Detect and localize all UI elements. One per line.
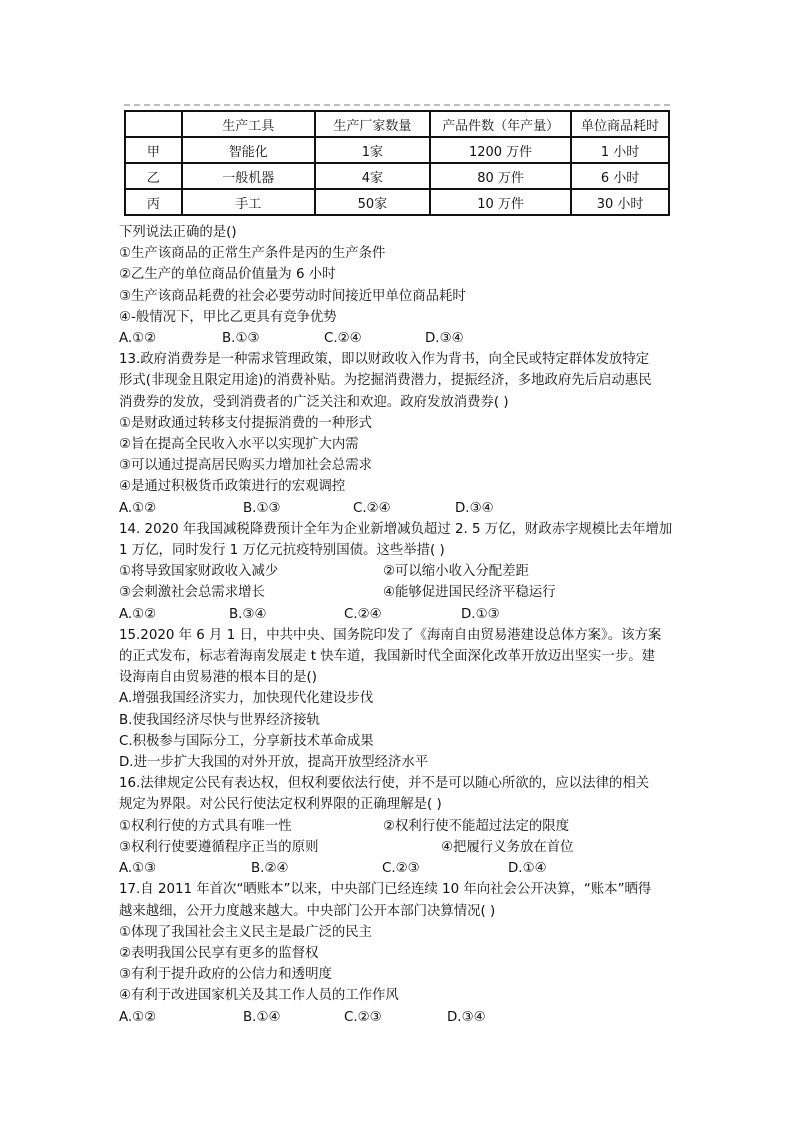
answer-option: B.①④ [243, 1009, 281, 1025]
choice-item: ②乙生产的单位商品价值量为 6 小时 [119, 267, 336, 283]
answer-option: C.②③ [382, 861, 420, 877]
table-header-cell: 产品件数（年产量） [430, 111, 571, 137]
table-cell: 50家 [315, 189, 430, 215]
choice-item: ④把履行义务放在首位 [441, 839, 574, 855]
question-stem-line: 14. 2020 年我国减税降费预计全年为企业新增减负超过 2. 5 万亿，财政赤字规模比去年增加 [119, 521, 673, 537]
answer-option: B.③④ [229, 606, 267, 622]
choice-item: ①体现了我国社会主义民主是最广泛的民主 [119, 924, 373, 940]
answer-option: A.①② [119, 500, 157, 516]
question-12 [119, 222, 679, 349]
table-header-row [125, 111, 669, 137]
question-stem-line: 形式(非现金且限定用途)的消费补贴。为挖掘消费潜力，提振经济，多地政府先后启动惠民 [119, 373, 652, 389]
answer-options [119, 604, 679, 625]
answer-option: C.②④ [344, 606, 382, 622]
question-stem-line: 13.政府消费券是一种需求管理政策，即以财政收入作为背书，向全民或特定群体发放特定 [119, 352, 650, 368]
table-cell: 1 小时 [571, 137, 669, 163]
question-stem-line: 16.法律规定公民有表达权，但权利要依法行使，并不是可以随心所欲的，应以法律的相关 [119, 776, 650, 792]
answer-option: D.③④ [425, 331, 464, 347]
question-16 [119, 773, 679, 879]
table-header-cell [125, 111, 182, 137]
choice-item: ③权利行使要遵循程序正当的原则 [119, 839, 319, 855]
table-cell: 一般机器 [182, 163, 315, 189]
question-stem-line: 的正式发布，标志着海南发展走 t 快车道，我国新时代全面深化改革开放迈出坚实一步。建 [119, 649, 655, 665]
question-stem-line: 规定为界限。对公民行使法定权利界限的正确理解是( ) [119, 797, 442, 813]
question-stem-line: 消费券的发放，受到消费者的广泛关注和欢迎。政府发放消费券( ) [119, 394, 509, 410]
answer-option: A.①② [119, 606, 157, 622]
choice-item: ①将导致国家财政收入减少 [119, 564, 279, 580]
choice-item: ②表明我国公民享有更多的监督权 [119, 945, 319, 961]
table-cell: 1200 万件 [430, 137, 571, 163]
answer-option: C.②③ [344, 1009, 382, 1025]
question-stem-line: 17.自 2011 年首次“晒账本”以来，中央部门已经连续 10 年向社会公开决算，“账本”晒得 [119, 882, 652, 898]
question-14 [119, 519, 679, 625]
answer-option: B.使我国经济尽快与世界经济接轨 [119, 712, 320, 728]
choice-item: ②旨在提高全民收入水平以实现扩大内需 [119, 437, 359, 453]
choice-item: ①权利行使的方式具有唯一性 [119, 818, 292, 834]
question-stem-line: 越来越细，公开力度越来越大。中央部门公开本部门决算情况( ) [119, 903, 496, 919]
table-cell: 80 万件 [430, 163, 571, 189]
choice-item-pair [119, 816, 679, 837]
answer-options [119, 498, 679, 519]
answer-option: D.③④ [447, 1009, 486, 1025]
choice-item: ④有利于改进国家机关及其工作人员的工作作风 [119, 988, 399, 1004]
question-stem-line: 1 万亿，同时发行 1 万亿元抗疫特别国债。这些举措( ) [119, 543, 445, 559]
choice-item: ①是财政通过转移支付提振消费的一种形式 [119, 415, 373, 431]
choice-item: ②可以缩小收入分配差距 [383, 564, 529, 580]
choice-item: ③可以通过提高居民购买力增加社会总需求 [119, 458, 373, 474]
question-stem: 下列说法正确的是() [119, 225, 237, 240]
table-row [125, 189, 669, 215]
choice-item: ②权利行使不能超过法定的限度 [383, 818, 570, 834]
answer-options [119, 1007, 679, 1028]
answer-options [119, 858, 679, 879]
answer-option: C.②④ [353, 500, 391, 516]
answer-option: A.①③ [119, 861, 157, 877]
answer-option: D.③④ [455, 500, 494, 516]
table-cell: 6 小时 [571, 163, 669, 189]
table-cell: 丙 [125, 189, 182, 215]
answer-option: A.①② [119, 1009, 157, 1025]
table-cell: 甲 [125, 137, 182, 163]
choice-item: ③有利于提升政府的公信力和透明度 [119, 967, 332, 983]
table-cell: 10 万件 [430, 189, 571, 215]
table-cell: 30 小时 [571, 189, 669, 215]
cropped-caption-remnant [124, 104, 670, 110]
question-stem-line: 15.2020 年 6 月 1 日，中共中央、国务院印发了《海南自由贸易港建设总体方案》。该方案 [119, 627, 662, 643]
choice-item: ④能够促进国民经济平稳运行 [383, 585, 556, 601]
choice-item-pair [119, 837, 679, 858]
answer-option: D.进一步扩大我国的对外开放，提高开放型经济水平 [119, 755, 429, 771]
answer-option: B.②④ [251, 861, 289, 877]
choice-item: ③生产该商品耗费的社会必要劳动时间接近甲单位商品耗时 [119, 288, 466, 304]
table-header-cell: 单位商品耗时 [571, 111, 669, 137]
table-header-cell: 生产工具 [182, 111, 315, 137]
question-13 [119, 349, 679, 519]
production-table [124, 110, 670, 216]
answer-option: C.积极参与国际分工，分享新技术革命成果 [119, 733, 374, 749]
table-cell: 乙 [125, 163, 182, 189]
table-row [125, 163, 669, 189]
question-15 [119, 625, 679, 773]
questions-body [119, 222, 679, 1028]
choice-item: ①生产该商品的正常生产条件是丙的生产条件 [119, 246, 386, 262]
answer-option: D.①④ [508, 861, 547, 877]
answer-option: C.②④ [324, 331, 362, 347]
table-cell: 4家 [315, 163, 430, 189]
table-cell: 手工 [182, 189, 315, 215]
table-header-cell: 生产厂家数量 [315, 111, 430, 137]
answer-option: A.增强我国经济实力，加快现代化建设步伐 [119, 691, 374, 707]
answer-option: D.①③ [461, 606, 500, 622]
choice-item: ③会刺激社会总需求增长 [119, 585, 265, 601]
choice-item: ④-般情况下，甲比乙更具有竞争优势 [119, 309, 337, 325]
table-cell: 1家 [315, 137, 430, 163]
choice-item-pair [119, 561, 679, 582]
answer-options [119, 328, 679, 349]
choice-item: ④是通过积极货币政策进行的宏观调控 [119, 479, 346, 495]
answer-option: B.①③ [243, 500, 281, 516]
question-17 [119, 879, 679, 1027]
answer-option: B.①③ [222, 331, 260, 347]
answer-option: A.①② [119, 331, 157, 347]
choice-item-pair [119, 582, 679, 603]
table-cell: 智能化 [182, 137, 315, 163]
production-table-container [124, 104, 670, 216]
table-row [125, 137, 669, 163]
question-stem-line: 设海南自由贸易港的根本目的是() [119, 670, 317, 686]
